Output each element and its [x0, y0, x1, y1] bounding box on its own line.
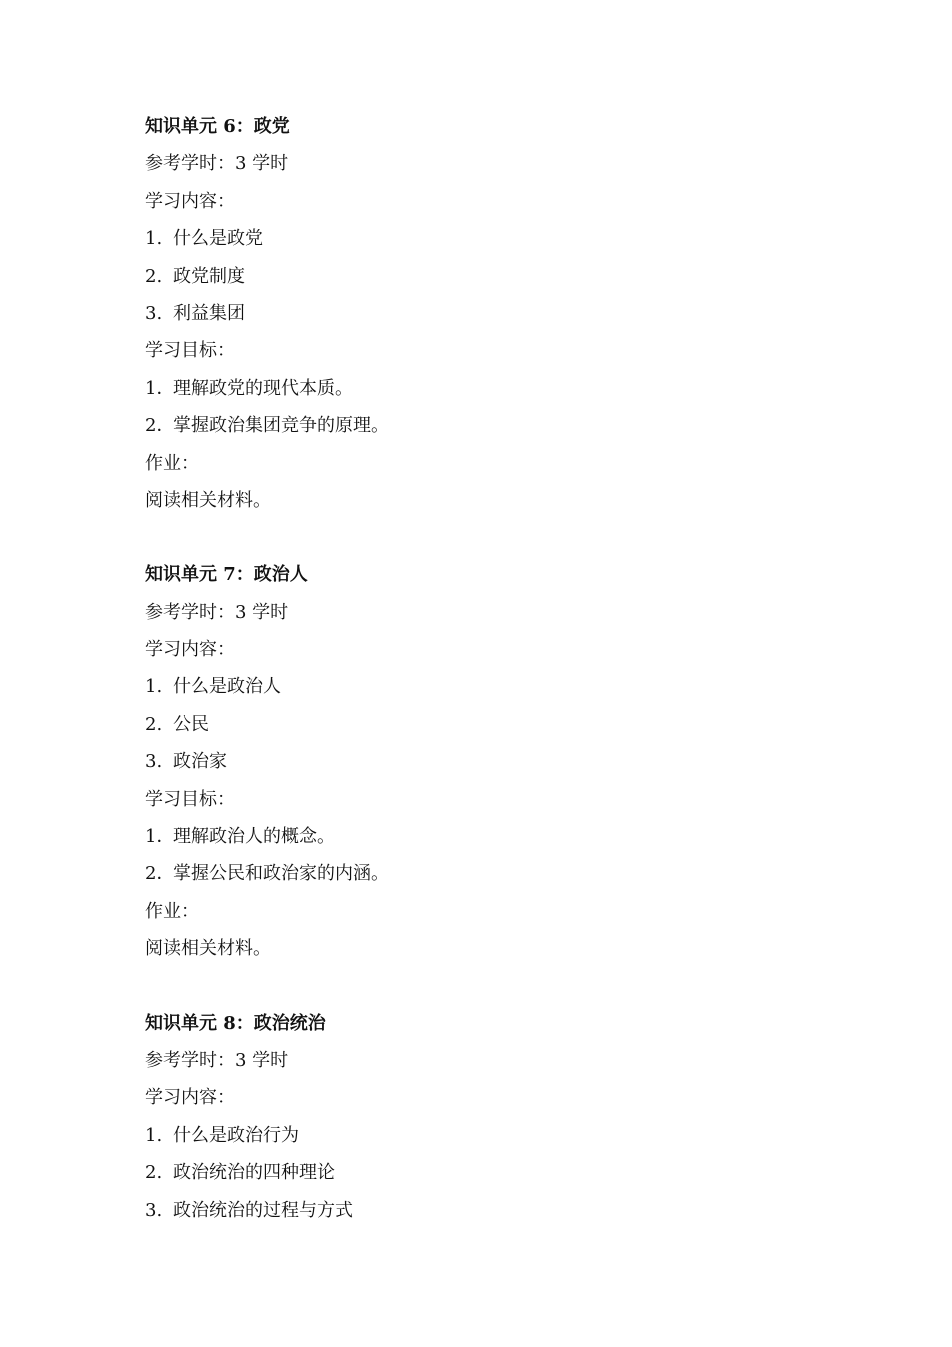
item-text: 政治统治的四种理论: [173, 1162, 335, 1184]
item-number: 2.: [145, 265, 163, 287]
unit-title: 知识单元 6：政党: [145, 116, 290, 137]
unit-title: 知识单元 8：政治统治: [145, 1012, 326, 1034]
homework-text: 阅读相关材料。: [145, 938, 271, 960]
item-text: 政党制度: [173, 265, 245, 287]
reference-hours: 参考学时：3 学时: [145, 153, 289, 175]
goal-item: [145, 370, 865, 407]
learning-content-label: 学习内容：: [145, 190, 235, 212]
item-text: 什么是政治行为: [173, 1124, 299, 1146]
reference-hours: 参考学时：3 学时: [145, 1049, 289, 1071]
item-text: 利益集团: [173, 302, 245, 324]
item-text: 公民: [173, 713, 209, 735]
item-number: 3.: [145, 751, 163, 773]
knowledge-unit-8: [145, 1005, 865, 1229]
list-item: [145, 1154, 865, 1191]
learning-goals-label: 学习目标：: [145, 340, 235, 362]
goal-item: [145, 818, 865, 855]
item-number: 3.: [145, 1199, 163, 1221]
learning-content-label: 学习内容：: [145, 1087, 235, 1109]
item-text: 什么是政党: [173, 228, 263, 250]
item-text: 理解政党的现代本质。: [173, 377, 353, 399]
list-item: [145, 743, 865, 780]
item-number: 2．: [145, 863, 175, 885]
list-item: [145, 258, 865, 295]
learning-goals-label: 学习目标：: [145, 788, 235, 810]
list-item: [145, 1192, 865, 1229]
unit-title: 知识单元 7：政治人: [145, 564, 308, 586]
document-page: [145, 108, 865, 1229]
list-item: [145, 668, 865, 705]
knowledge-unit-7: [145, 556, 865, 967]
item-number: 1．: [145, 826, 175, 848]
item-number: 1.: [145, 1124, 163, 1146]
item-text: 掌握公民和政治家的内涵。: [173, 863, 389, 885]
homework-label: 作业：: [145, 900, 199, 922]
list-item: [145, 220, 865, 257]
item-text: 掌握政治集团竞争的原理。: [173, 415, 389, 437]
goal-item: [145, 855, 865, 892]
goal-item: [145, 407, 865, 444]
item-text: 什么是政治人: [173, 676, 281, 698]
item-number: 3.: [145, 302, 163, 324]
homework-text: 阅读相关材料。: [145, 489, 271, 511]
item-number: 2．: [145, 415, 175, 437]
item-text: 理解政治人的概念。: [173, 826, 335, 848]
homework-label: 作业：: [145, 452, 199, 474]
list-item: [145, 1117, 865, 1154]
item-text: 政治统治的过程与方式: [173, 1199, 353, 1221]
reference-hours: 参考学时：3 学时: [145, 601, 289, 623]
item-text: 政治家: [173, 751, 227, 773]
knowledge-unit-6: [145, 108, 865, 519]
item-number: 1.: [145, 228, 163, 250]
item-number: 1．: [145, 377, 175, 399]
list-item: [145, 295, 865, 332]
list-item: [145, 706, 865, 743]
item-number: 2.: [145, 713, 163, 735]
learning-content-label: 学习内容：: [145, 639, 235, 661]
item-number: 1.: [145, 676, 163, 698]
item-number: 2.: [145, 1162, 163, 1184]
